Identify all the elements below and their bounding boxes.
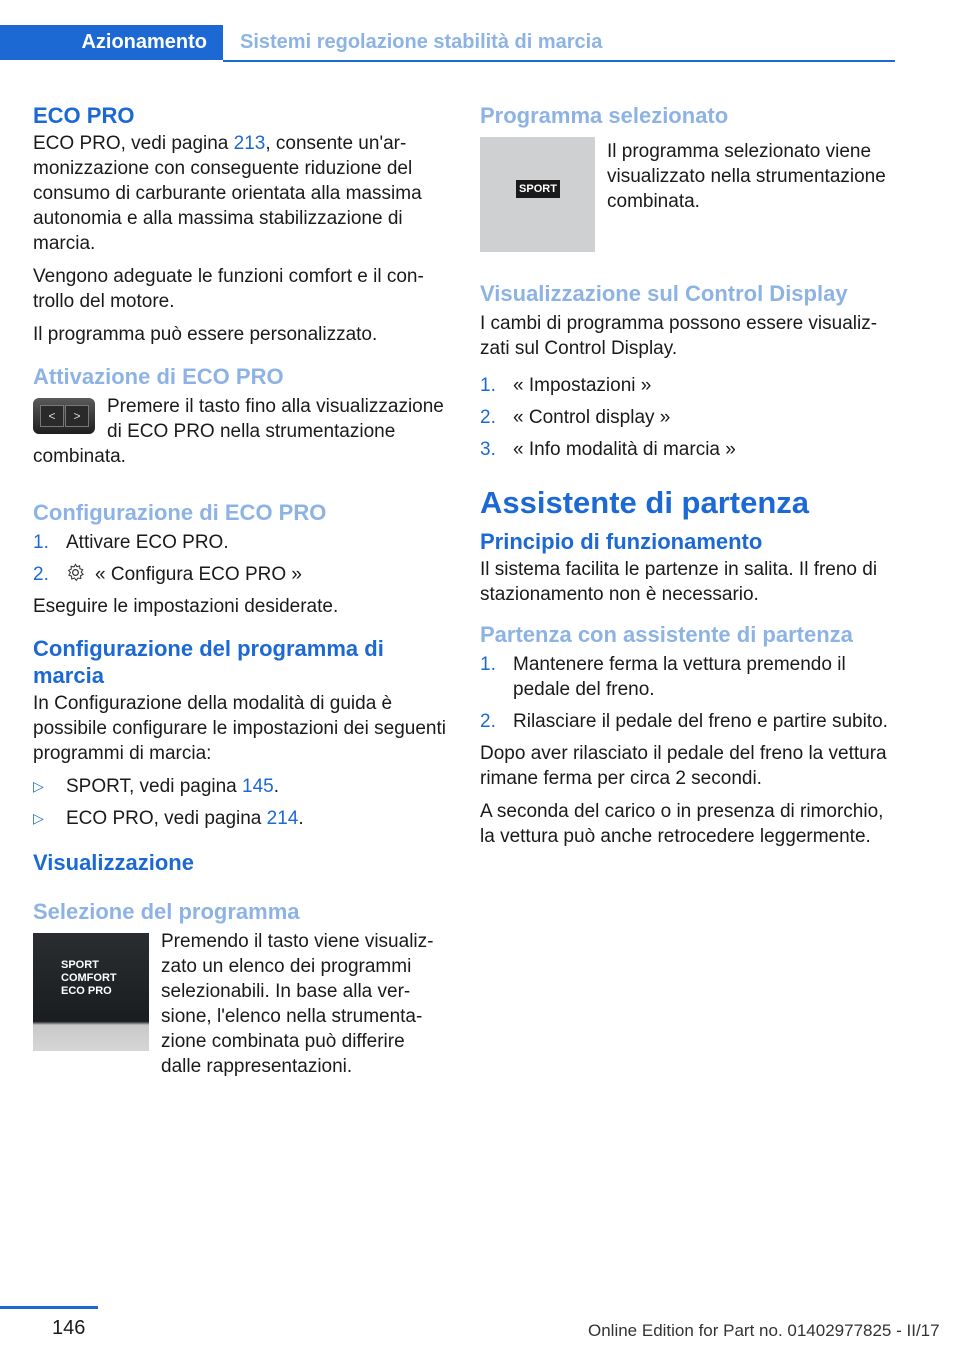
- principle-heading: Principio di funzionamento: [480, 529, 763, 554]
- eco-pro-paragraph-3: Il programma può essere personalizzato.: [33, 324, 378, 345]
- config-heading: Configurazione di ECO PRO: [33, 500, 327, 525]
- page-header: [0, 25, 895, 62]
- control-display-text: I cambi di programma possono essere visualizzati sul Control Display.: [480, 313, 878, 359]
- right-column: [480, 102, 896, 857]
- control-display-heading: Visualizzazione sul Control Display: [480, 281, 848, 306]
- gear-icon: [66, 563, 85, 582]
- page-link-145[interactable]: 145: [242, 776, 274, 797]
- after-release-text: Dopo aver rilasciato il pedale del freno la vettura rimane ferma per circa 2 secondi.: [480, 743, 887, 789]
- left-column: [33, 102, 449, 1087]
- selected-program-heading: Programma selezionato: [480, 103, 729, 128]
- activation-text: Premere il tasto fino alla visualizzazione di ECO PRO nella strumentazione combinata.: [33, 396, 444, 467]
- arrow-left-icon: <: [40, 405, 64, 427]
- list-item: 2. « Configura ECO PRO »: [33, 564, 302, 585]
- list-item: 1. Mantenere ferma la vettura premendo il pedale del freno.: [480, 654, 846, 700]
- footer-rule: [0, 1306, 98, 1309]
- list-item: ▷ ECO PRO, vedi pagina 214.: [33, 808, 304, 829]
- display-heading: Visualizzazione: [33, 850, 194, 875]
- control-display-steps: [480, 373, 896, 462]
- start-heading: Partenza con assistente di partenza: [480, 622, 853, 647]
- config-after-text: Eseguire le impostazioni desiderate.: [33, 596, 339, 617]
- start-steps: [480, 652, 896, 734]
- selected-program-figure: SPORT: [480, 137, 595, 252]
- list-item: ▷ SPORT, vedi pagina 145.: [33, 776, 280, 797]
- drive-program-text: In Configurazione della modalità di guida è possibile configurare le impostazioni dei seguenti programmi di marcia:: [33, 693, 446, 764]
- edition-note: Online Edition for Part no. 01402977825 - II/17: [588, 1321, 940, 1340]
- list-item: 2. Rilasciare il pedale del freno e partire subito.: [480, 711, 888, 732]
- drive-program-heading: Configurazione del programma di marcia: [33, 636, 384, 688]
- assistant-heading: Assistente di partenza: [480, 485, 810, 520]
- section-title[interactable]: Sistemi regolazione stabilità di marcia: [240, 31, 603, 53]
- program-list-figure: SPORT COMFORT ECO PRO: [33, 933, 149, 1051]
- list-item: 2. « Control display »: [480, 407, 671, 428]
- list-item: 3. « Info modalità di marcia »: [480, 439, 736, 460]
- eco-pro-paragraph-2: Vengono adeguate le funzioni comfort e il controllo del motore.: [33, 266, 424, 312]
- page-link-213[interactable]: 213: [233, 133, 266, 154]
- config-steps: [33, 530, 449, 587]
- principle-text: Il sistema facilita le partenze in salita. Il freno di stazionamento non è necessario.: [480, 559, 878, 605]
- selection-text: Premendo il tasto viene visualizzato un elenco dei programmi selezionabili. In base alla versione, l'elenco nella strumentazione combinata può differire dalle rappresentazioni.: [161, 931, 434, 1077]
- selected-program-text: Il programma selezionato viene visualizzato nella strumentazione combinata.: [607, 141, 886, 212]
- activation-heading: Attivazione di ECO PRO: [33, 364, 284, 389]
- header-rule: [223, 60, 895, 62]
- arrow-right-icon: >: [65, 405, 89, 427]
- chapter-tab[interactable]: Azionamento: [0, 25, 223, 60]
- drive-program-list: [33, 774, 449, 831]
- page-number: 146: [52, 1317, 86, 1339]
- list-item: 1. « Impostazioni »: [480, 375, 652, 396]
- list-item: 1. Attivare ECO PRO.: [33, 532, 229, 553]
- drive-mode-button-figure: [33, 398, 95, 434]
- load-trailer-text: A seconda del carico o in presenza di rimorchio, la vettura può anche retrocedere leggermente.: [480, 801, 884, 847]
- selection-heading: Selezione del programma: [33, 899, 300, 924]
- page-link-214[interactable]: 214: [266, 808, 299, 829]
- eco-pro-heading: ECO PRO: [33, 103, 135, 128]
- eco-pro-paragraph: ECO PRO, vedi pagina 213, consente un'armonizzazione con conseguente riduzione del consumo di carburante orientata alla massima autonomia e alla massima stabilizzazione di marcia.: [33, 133, 422, 254]
